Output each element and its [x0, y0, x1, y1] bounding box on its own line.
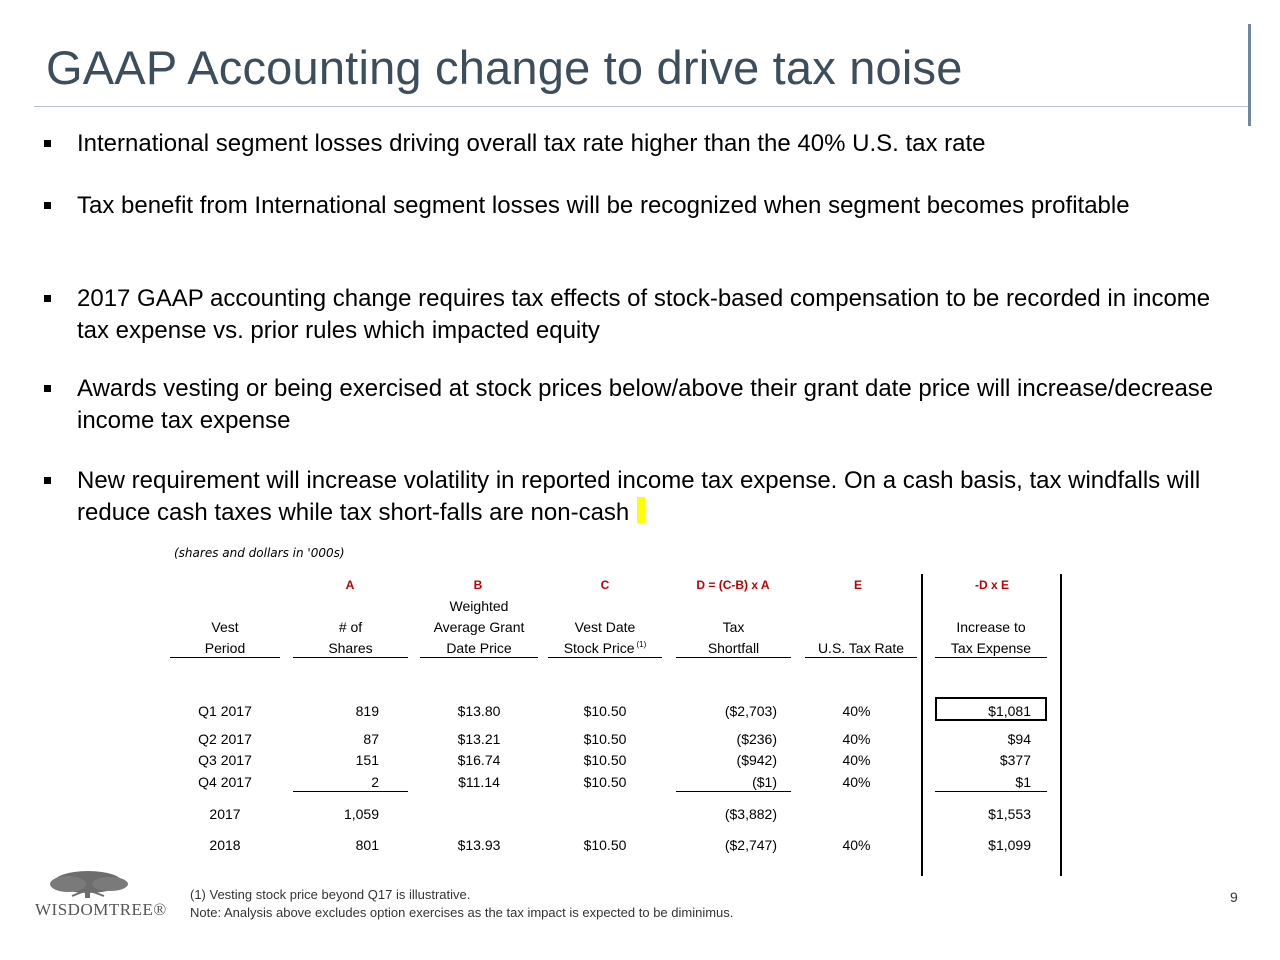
header-rule	[293, 657, 408, 658]
bullet-text: New requirement will increase volatility in reported income tax expense. On a cash basis, tax windfalls will reduce cash taxes while tax short-falls are non-cash	[77, 467, 1201, 526]
bullet-square-icon	[44, 477, 51, 484]
header-vestdate-line1: Vest Date	[574, 619, 636, 635]
header-rule	[548, 657, 662, 658]
bullet-square-icon	[44, 202, 51, 209]
header-vest-line1: Vest	[211, 619, 239, 635]
column-divider	[921, 574, 923, 876]
title-divider	[34, 106, 1250, 107]
tax-shortfall-table: A B C D = (C-B) x A E -D x E Weighted Vest # of Average Grant Vest Date Tax Increase to Period Shares Date Price Stock Price $^{(1)}$ Shortfall U.S. Tax Rate Tax Expense Q1 2017 819 $13.80 $10.50 ($2,703) 40% $1,081 Q2 2017 87 $13.21 $10.50 ($236) 40% $94 Q3 2017 151 $16.74 $10.50 ($942) 40% $377 Q4 2017 2 $11.14 $10.50 ($1) 40% $1 2017 1,059 ($3,882) $1,553 2018 801 $13.93 $10.50 ($2,747) 40% $1,099	[0, 0, 1280, 960]
header-grant-line0: Weighted	[449, 598, 509, 614]
header-increase-line2: Tax Expense	[950, 640, 1032, 656]
col-letter-e: E	[853, 578, 862, 592]
header-vestdate-line2: Stock Price $^{(1)}$	[563, 640, 647, 656]
corner-accent-bar	[1248, 24, 1251, 126]
page-number: 9	[1230, 889, 1238, 905]
bullet-square-icon	[44, 295, 51, 302]
header-shares-line1: # of	[338, 619, 363, 635]
subtotal-rule	[676, 791, 791, 792]
header-shares-line2: Shares	[328, 640, 373, 656]
slide-title: GAAP Accounting change to drive tax noise	[46, 41, 963, 94]
header-rule	[676, 657, 791, 658]
header-grant-line1: Average Grant	[433, 619, 525, 635]
bullet-square-icon	[44, 140, 51, 147]
header-rate-line2: U.S. Tax Rate	[817, 640, 905, 656]
column-divider	[1060, 574, 1062, 876]
header-increase-line1: Increase to	[956, 619, 1026, 635]
header-tax-line2: Shortfall	[707, 640, 760, 656]
header-grant-line2: Date Price	[446, 640, 512, 656]
subtotal-rule	[935, 791, 1047, 792]
header-tax-line1: Tax	[722, 619, 745, 635]
header-rule	[935, 657, 1047, 658]
col-letter-f: -D x E	[974, 578, 1009, 592]
bullet-square-icon	[44, 385, 51, 392]
col-letter-d: D = (C-B) x A	[696, 578, 770, 592]
footnote-note: Note: Analysis above excludes option exercises as the tax impact is expected to be diminimus.	[190, 905, 734, 920]
header-rule	[420, 657, 538, 658]
col-letter-a: A	[345, 578, 355, 592]
header-rule	[170, 657, 280, 658]
table-units-note: (shares and dollars in '000s)	[174, 546, 345, 560]
footnote-1: (1) Vesting stock price beyond Q17 is illustrative.	[190, 887, 471, 902]
wisdomtree-logo: WISDOMTREE®	[35, 900, 167, 919]
subtotal-rule	[293, 791, 408, 792]
header-vest-line2: Period	[204, 640, 246, 656]
highlight-marker	[637, 497, 645, 523]
col-letter-c: C	[600, 578, 610, 592]
header-rule	[805, 657, 917, 658]
col-letter-b: B	[473, 578, 483, 592]
footnotes	[190, 886, 733, 922]
